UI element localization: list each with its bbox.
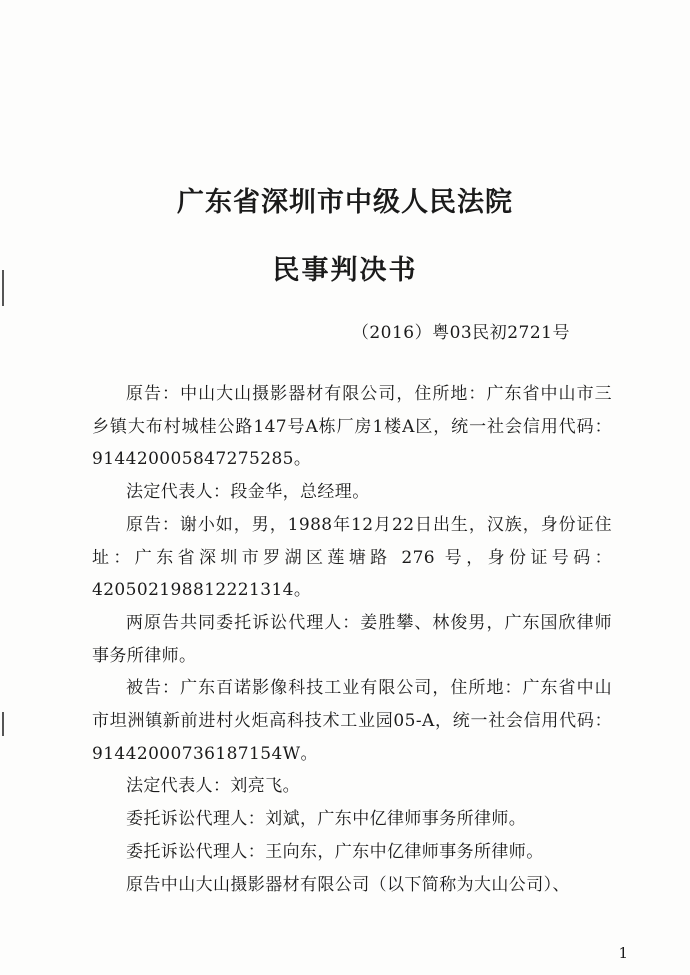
plaintiff-1-paragraph: 原告：中山大山摄影器材有限公司，住所地：广东省中山市三乡镇大布村城桂公路147号A栋厂房1楼A区，统一社会信用代码：914420005847275285。 xyxy=(92,384,612,470)
legal-representative-1-paragraph: 法定代表人：段金华，总经理。 xyxy=(126,482,370,503)
defendant-paragraph: 被告：广东百诺影像科技工业有限公司，住所地：广东省中山市坦洲镇新前进村火炬高科技术工业园05-A，统一社会信用代码：91442000736187154W。 xyxy=(92,678,612,764)
court-name: 广东省深圳市中级人民法院 xyxy=(177,187,513,218)
defendant-agent-2-paragraph: 委托诉讼代理人：王向东，广东中亿律师事务所律师。 xyxy=(126,841,544,862)
page-number: 1 xyxy=(618,944,628,962)
document-title: 民事判决书 xyxy=(272,255,418,286)
case-number: （2016）粤03民初2721号 xyxy=(351,323,570,343)
legal-representative-2-paragraph: 法定代表人：刘亮飞。 xyxy=(126,776,300,797)
judgment-body xyxy=(92,378,612,901)
plaintiff-2-paragraph: 原告：谢小如，男，1988年12月22日出生，汉族，身份证住址：广东省深圳市罗湖区莲塘路 276 号，身份证号码：420502198812221314。 xyxy=(92,514,612,601)
case-summary-paragraph: 原告中山大山摄影器材有限公司（以下简称为大山公司）、 xyxy=(126,874,570,895)
scan-edge-mark xyxy=(2,712,4,736)
defendant-agent-1-paragraph: 委托诉讼代理人：刘斌，广东中亿律师事务所律师。 xyxy=(126,809,527,830)
plaintiffs-agent-paragraph: 两原告共同委托诉讼代理人：姜胜攀、林俊男，广东国欣律师事务所律师。 xyxy=(92,612,612,666)
